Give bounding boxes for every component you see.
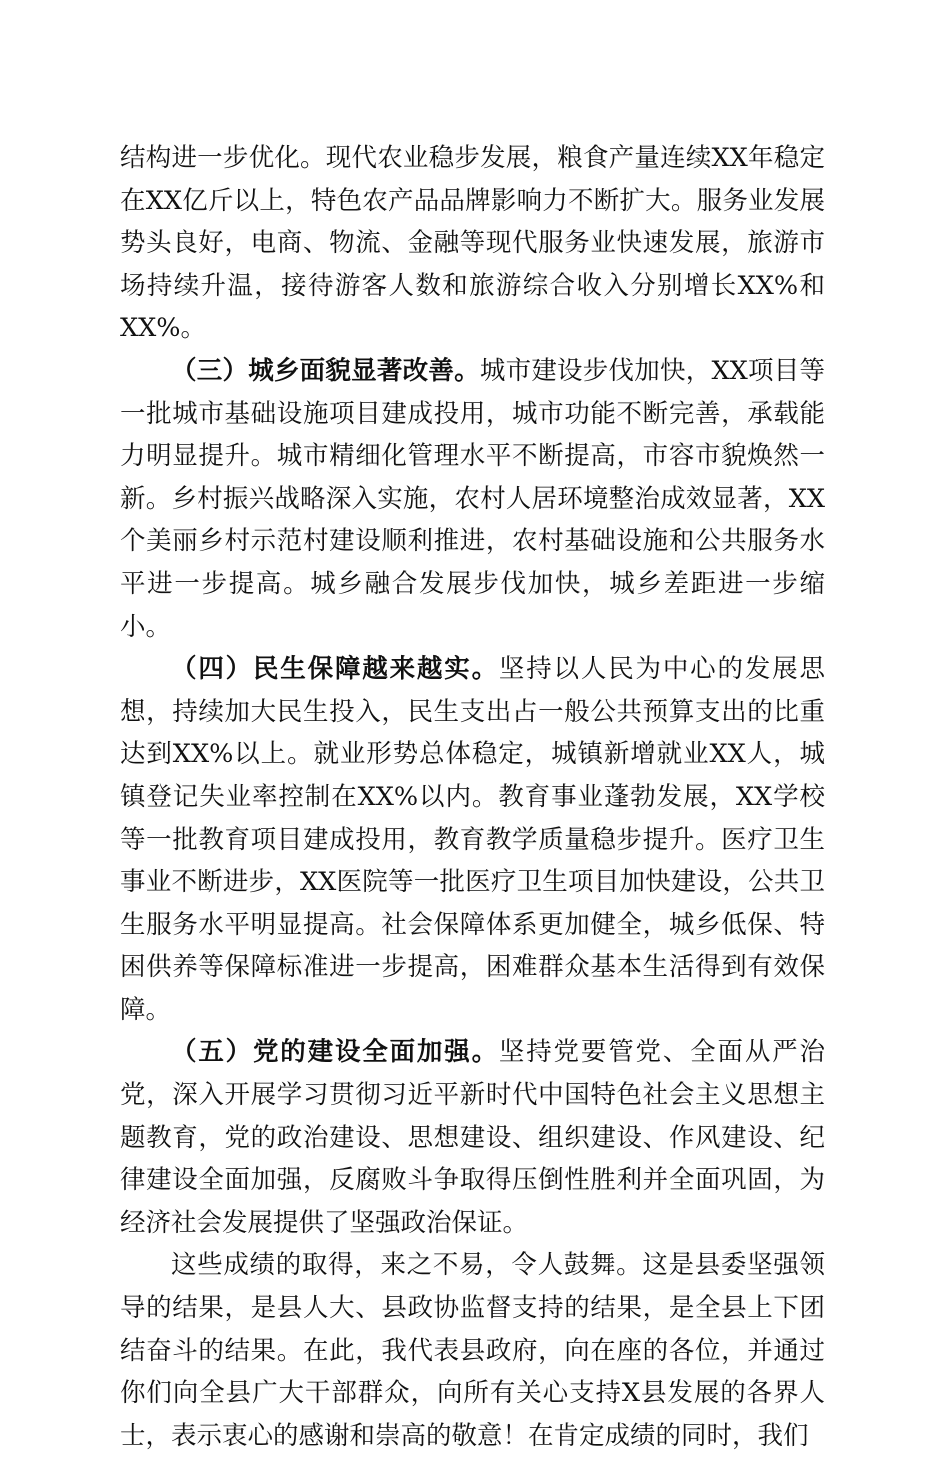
section-heading-5: （五）党的建设全面加强。 — [171, 1037, 499, 1068]
section-heading-4: （四）民生保障越来越实。 — [171, 654, 499, 685]
paragraph-urban-rural — [120, 350, 825, 648]
paragraph-text: 坚持以人民为中心的发展思想，持续加大民生投入，民生支出占一般公共预算支出的比重达到XX%以上。就业形势总体稳定，城镇新增就业XX人，城镇登记失业率控制在XX%以内。教育事业蓬勃发展，XX学校等一批教育项目建成投用，教育教学质量稳步提升。医疗卫生事业不断进步，XX医院等一批医疗卫生项目加快建设，公共卫生服务水平明显提高。社会保障体系更加健全，城乡低保、特困供养等保障标准进一步提高，困难群众基本生活得到有效保障。 — [120, 654, 825, 1025]
paragraph-economy-continued — [120, 137, 825, 350]
paragraph-text: 城市建设步伐加快，XX项目等一批城市基础设施项目建成投用，城市功能不断完善，承载能力明显提升。城市精细化管理水平不断提高，市容市貌焕然一新。乡村振兴战略深入实施，农村人居环境整治成效显著，XX个美丽乡村示范村建设顺利推进，农村基础设施和公共服务水平进一步提高。城乡融合发展步伐加快，城乡差距进一步缩小。 — [120, 355, 825, 642]
paragraph-party-building — [120, 1031, 825, 1244]
section-heading-3: （三）城乡面貌显著改善。 — [171, 355, 480, 386]
document-body — [120, 137, 825, 1457]
paragraph-text: 结构进一步优化。现代农业稳步发展，粮食产量连续XX年稳定在XX亿斤以上，特色农产品品牌影响力不断扩大。服务业发展势头良好，电商、物流、金融等现代服务业快速发展，旅游市场持续升温，接待游客人数和旅游综合收入分别增长XX%和XX%。 — [120, 143, 825, 344]
paragraph-achievements — [120, 1244, 825, 1457]
paragraph-livelihood — [120, 648, 825, 1031]
paragraph-text: 这些成绩的取得，来之不易，令人鼓舞。这是县委坚强领导的结果，是县人大、县政协监督支持的结果，是全县上下团结奋斗的结果。在此，我代表县政府，向在座的各位，并通过你们向全县广大干部群众，向所有关心支持X县发展的各界人士，表示衷心的感谢和崇高的敬意！在肯定成绩的同时，我们 — [120, 1250, 825, 1451]
paragraph-text: 坚持党要管党、全面从严治党，深入开展学习贯彻习近平新时代中国特色社会主义思想主题教育，党的政治建设、思想建设、组织建设、作风建设、纪律建设全面加强，反腐败斗争取得压倒性胜利并全面巩固，为经济社会发展提供了坚强政治保证。 — [120, 1037, 825, 1238]
